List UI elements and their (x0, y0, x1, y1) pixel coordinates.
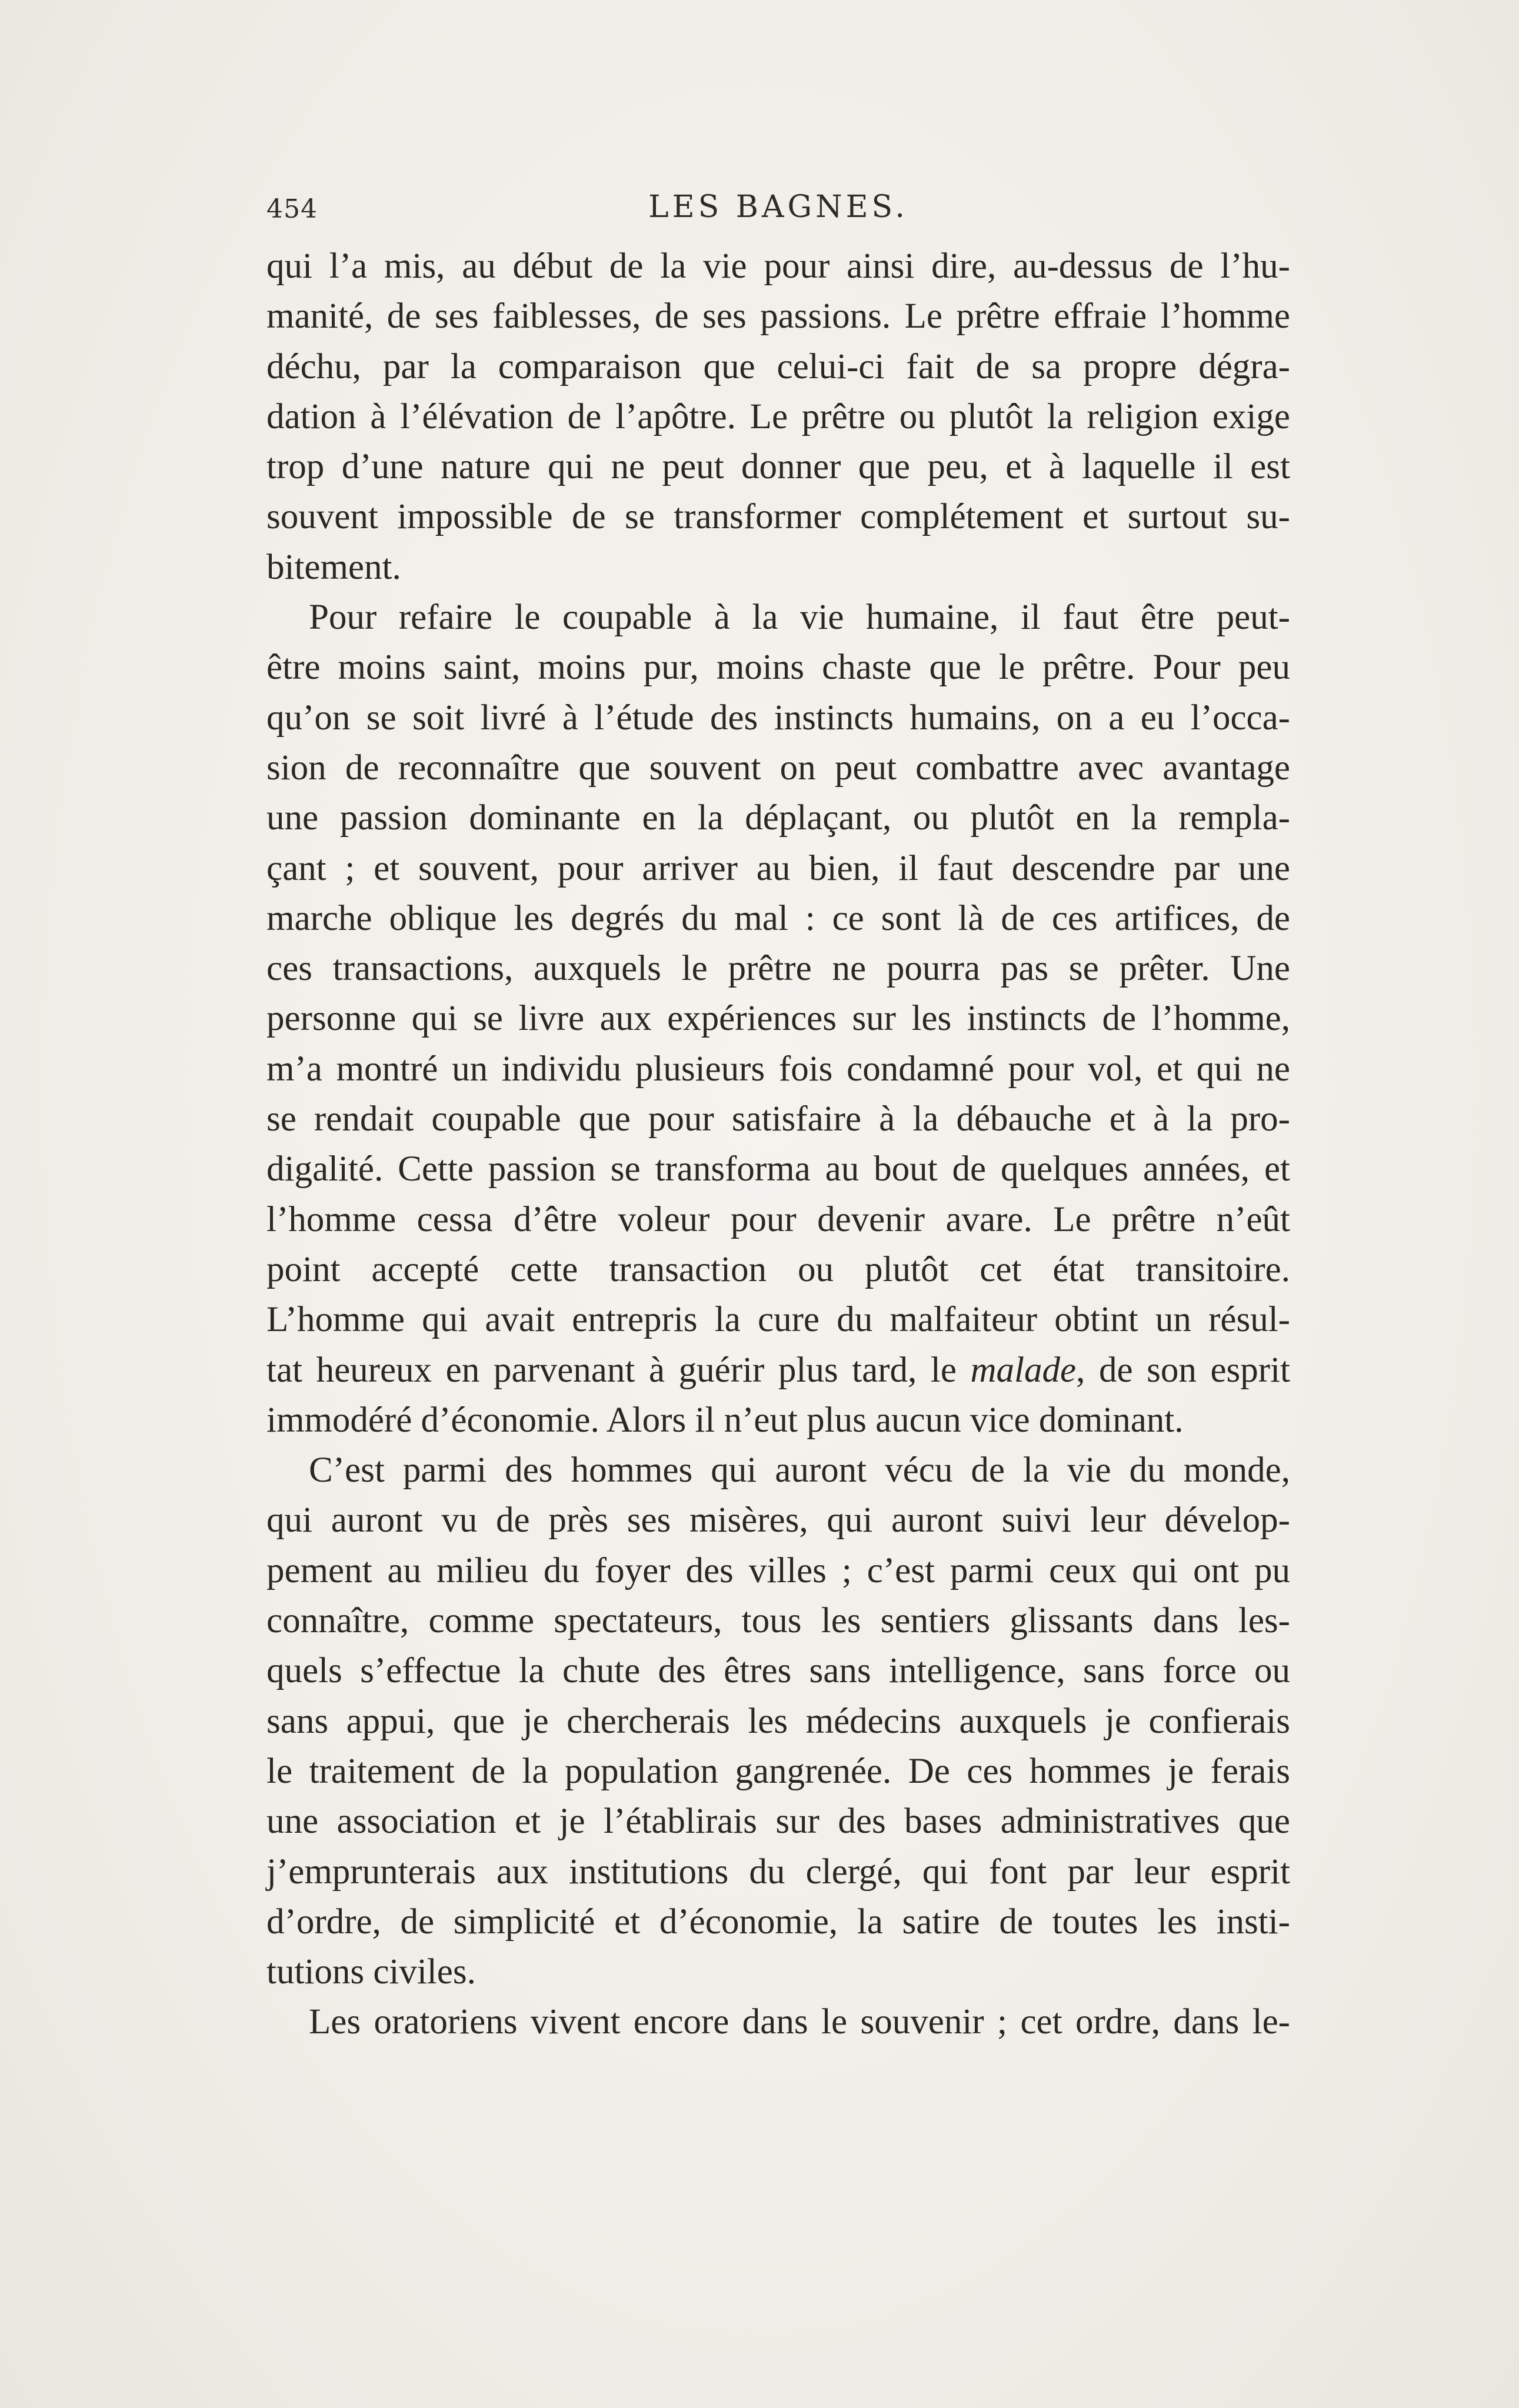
text-line: le traitement de la population gangrenée. De ces hommes je ferais (267, 1751, 1290, 1791)
text-line: manité, de ses faiblesses, de ses passions. Le prêtre effraie l’homme (267, 296, 1290, 336)
text-line: immodéré d’économie. Alors il n’eut plus aucun vice dominant. (267, 1400, 1184, 1440)
text-line: qui auront vu de près ses misères, qui auront suivi leur dévelop- (267, 1500, 1290, 1540)
text-line: qu’on se soit livré à l’étude des instincts humains, on a eu l’occa- (267, 698, 1290, 738)
page-header (267, 189, 1290, 231)
text-line: l’homme cessa d’être voleur pour devenir avare. Le prêtre n’eût (267, 1199, 1290, 1239)
text-line: dation à l’élévation de l’apôtre. Le prêtre ou plutôt la religion exige (267, 396, 1290, 436)
text-line: digalité. Cette passion se transforma au bout de quelques années, et (267, 1149, 1290, 1189)
text-line: être moins saint, moins pur, moins chaste que le prêtre. Pour peu (267, 648, 1290, 688)
text-line: Les oratoriens vivent encore dans le souvenir ; cet ordre, dans le- (309, 2002, 1290, 2042)
text-line: trop d’une nature qui ne peut donner que peu, et à laquelle il est (267, 447, 1290, 487)
text-line-mixed (267, 1345, 1290, 1395)
text-line: qui l’a mis, au début de la vie pour ainsi dire, au-dessus de l’hu- (267, 246, 1290, 286)
text-line: se rendait coupable que pour satisfaire à la débauche et à la pro- (267, 1099, 1290, 1139)
running-head: LES BAGNES. (648, 189, 908, 225)
text-line: tutions civiles. (267, 1952, 476, 1992)
text-line: çant ; et souvent, pour arriver au bien, il faut descendre par une (267, 848, 1290, 888)
text-line: quels s’effectue la chute des êtres sans intelligence, sans force ou (267, 1651, 1290, 1691)
text-line: pement au milieu du foyer des villes ; c’est parmi ceux qui ont pu (267, 1550, 1290, 1590)
text-line: souvent impossible de se transformer complétement et surtout su- (267, 497, 1290, 537)
body-text (267, 241, 1290, 2047)
text-line: marche oblique les degrés du mal : ce sont là de ces artifices, de (267, 898, 1290, 938)
text-line: m’a montré un individu plusieurs fois condamné pour vol, et qui ne (267, 1049, 1290, 1089)
text-line: personne qui se livre aux expériences sur les instincts de l’homme, (267, 999, 1290, 1039)
page-number: 454 (267, 194, 318, 224)
text-line: point accepté cette transaction ou plutôt cet état transitoire. (267, 1249, 1290, 1289)
text-line: connaître, comme spectateurs, tous les sentiers glissants dans les- (267, 1601, 1290, 1641)
text-line: Pour refaire le coupable à la vie humaine, il faut être peut- (309, 598, 1290, 638)
italic-word: malade (970, 1350, 1077, 1390)
text-line: j’emprunterais aux institutions du clergé, qui font par leur esprit (267, 1852, 1290, 1892)
text-run: , de son esprit (1076, 1350, 1290, 1390)
text-line: déchu, par la comparaison que celui-ci fait de sa propre dégra- (267, 346, 1290, 386)
text-line: C’est parmi des hommes qui auront vécu de la vie du monde, (309, 1450, 1290, 1490)
text-line: ces transactions, auxquels le prêtre ne pourra pas se prêter. Une (267, 949, 1290, 989)
text-line: sans appui, que je chercherais les médecins auxquels je confierais (267, 1701, 1290, 1741)
text-line: d’ordre, de simplicité et d’économie, la satire de toutes les insti- (267, 1902, 1290, 1942)
text-line: une association et je l’établirais sur des bases administratives que (267, 1802, 1290, 1842)
text-line: sion de reconnaître que souvent on peut combattre avec avantage (267, 748, 1290, 788)
text-line: une passion dominante en la déplaçant, ou plutôt en la rempla- (267, 798, 1290, 838)
text-run: tat heureux en parvenant à guérir plus tard, le (267, 1350, 971, 1390)
text-line: bitement. (267, 547, 401, 587)
text-line: L’homme qui avait entrepris la cure du malfaiteur obtint un résul- (267, 1300, 1290, 1340)
